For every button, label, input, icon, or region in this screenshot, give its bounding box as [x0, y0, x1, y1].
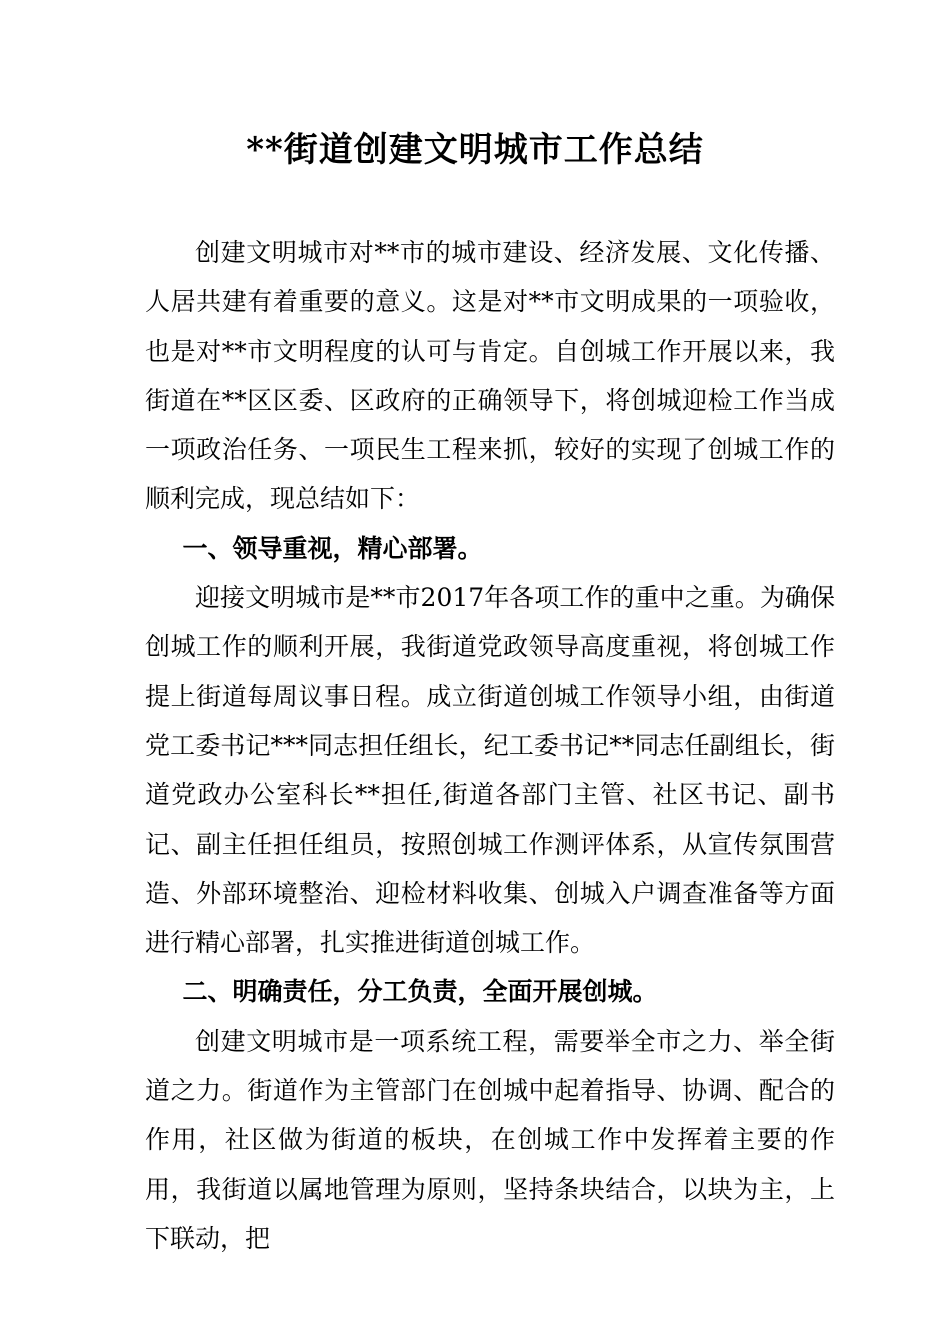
section-paragraph-1: 迎接文明城市是**市2017年各项工作的重中之重。为确保创城工作的顺利开展，我街道党政领导高度重视，将创城工作提上街道每周议事日程。成立街道创城工作领导小组，由街道党工委书记***同志担任组长，纪工委书记**同志任副组长，街道党政办公室科长**担任,街道各部门主管、社区书记、副书记、副主任担任组员，按照创城工作测评体系，从宣传氛围营造、外部环境整治、迎检材料收集、创城入户调查准备等方面进行精心部署，扎实推进街道创城工作。: [145, 583, 835, 958]
document-title: **街道创建文明城市工作总结: [246, 130, 704, 170]
section-heading-2: 二、明确责任，分工负责，全面开展创城。: [182, 977, 658, 1007]
intro-paragraph: 创建文明城市对**市的城市建设、经济发展、文化传播、人居共建有着重要的意义。这是对**市文明成果的一项验收，也是对**市文明程度的认可与肯定。自创城工作开展以来，我街道在**区区委、区政府的正确领导下，将创城迎检工作当成一项政治任务、一项民生工程来抓，较好的实现了创城工作的顺利完成，现总结如下：: [145, 238, 835, 514]
section-heading-1: 一、领导重视，精心部署。: [182, 533, 483, 563]
section-paragraph-2: 创建文明城市是一项系统工程，需要举全市之力、举全街道之力。街道作为主管部门在创城中起着指导、协调、配合的作用，社区做为街道的板块，在创城工作中发挥着主要的作用，我街道以属地管理为原则，坚持条块结合，以块为主，上下联动，把: [145, 1026, 835, 1253]
document-body: [145, 228, 835, 1263]
